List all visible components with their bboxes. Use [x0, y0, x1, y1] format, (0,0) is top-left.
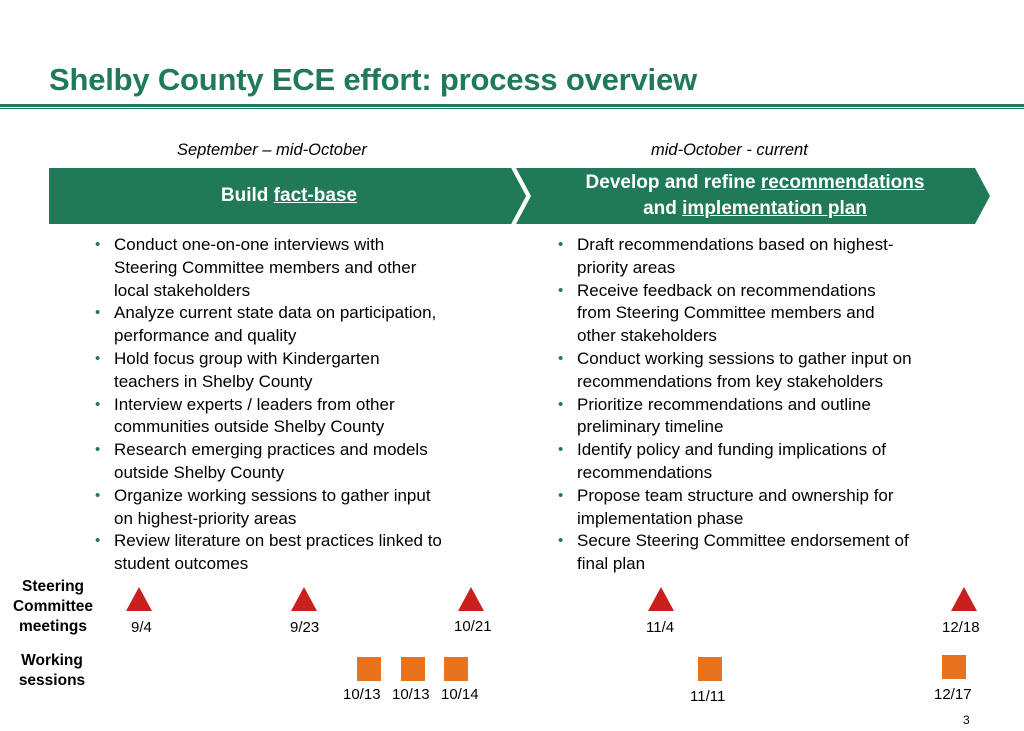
steering-date: 12/18 [942, 619, 980, 636]
phase-1-period: September – mid-October [177, 141, 367, 159]
bullet-line: teachers in Shelby County [114, 371, 313, 391]
phase-2-header-prefix-2: and [643, 198, 683, 219]
phase-2-header-link-2: implementation plan [682, 198, 867, 219]
steering-date: 9/23 [290, 619, 320, 636]
page-number: 3 [963, 713, 970, 727]
working-session-marker-icon [357, 657, 381, 681]
bullet-line: from Steering Committee members and [577, 303, 875, 323]
bullet-line: implementation phase [577, 508, 744, 528]
bullet-line: student outcomes [114, 554, 249, 574]
bullet-line: • Identify policy and funding implications of [577, 440, 887, 460]
phase-2-header [530, 170, 980, 222]
bullet-line: • Prioritize recommendations and outline [577, 394, 871, 414]
phase-1-header-link: fact-base [273, 185, 358, 206]
bullet-item [555, 394, 995, 440]
steering-marker-icon [648, 587, 674, 611]
working-session-marker-icon [942, 655, 966, 679]
bullet-item [555, 280, 995, 348]
bullet-item [92, 485, 512, 531]
working-label-line: Working [21, 652, 83, 669]
bullet-item [92, 394, 512, 440]
bullet-line: • Analyze current state data on participation, [114, 303, 437, 323]
phase-1-bullets [92, 234, 512, 576]
working-date: 12/17 [934, 686, 972, 703]
bullet-line: final plan [577, 554, 646, 574]
working-date: 11/11 [690, 688, 726, 705]
bullet-line: recommendations from key stakeholders [577, 371, 884, 391]
steering-date: 10/21 [454, 618, 492, 635]
bullet-line: • Interview experts / leaders from other [114, 394, 395, 414]
bullet-line: Steering Committee members and other [114, 257, 417, 277]
phase-1-header-prefix: Build [220, 185, 274, 206]
phase-2-header-link-1: recommendations [760, 172, 925, 193]
bullet-line: recommendations [577, 462, 713, 482]
working-date: 10/13 [343, 686, 381, 703]
steering-marker-icon [291, 587, 317, 611]
steering-committee-label [4, 577, 102, 637]
phase-2-period: mid-October - current [651, 141, 808, 159]
bullet-line: preliminary timeline [577, 417, 724, 437]
phase-2-header-prefix-1: Develop and refine [585, 172, 761, 193]
bullet-line: • Conduct working sessions to gather input on [577, 348, 912, 368]
bullet-item [92, 302, 512, 348]
bullet-line: • Organize working sessions to gather input [114, 485, 431, 505]
bullet-line: priority areas [577, 257, 676, 277]
bullet-item [555, 485, 995, 531]
working-session-marker-icon [698, 657, 722, 681]
steering-label-line: Committee [12, 598, 94, 615]
bullet-item [92, 530, 512, 576]
working-date: 10/14 [441, 686, 479, 703]
working-label-line: sessions [18, 672, 86, 689]
bullet-line: on highest-priority areas [114, 508, 297, 528]
bullet-line: • Review literature on best practices linked to [114, 531, 442, 551]
bullet-item [555, 530, 995, 576]
phase-2-bullets [555, 234, 995, 576]
bullet-line: • Propose team structure and ownership for [577, 485, 894, 505]
bullet-item [555, 234, 995, 280]
bullet-item [555, 439, 995, 485]
working-sessions-label [4, 651, 100, 691]
steering-marker-icon [951, 587, 977, 611]
bullet-line: • Draft recommendations based on highest- [577, 235, 894, 254]
steering-label-line: Steering [21, 578, 84, 595]
page-title: Shelby County ECE effort: process overview [49, 62, 697, 97]
working-session-marker-icon [444, 657, 468, 681]
bullet-line: performance and quality [114, 326, 297, 346]
working-session-marker-icon [401, 657, 425, 681]
bullet-line: • Research emerging practices and models [114, 440, 428, 460]
steering-marker-icon [458, 587, 484, 611]
working-date: 10/13 [392, 686, 430, 703]
bullet-line: outside Shelby County [114, 462, 285, 482]
bullet-item [92, 439, 512, 485]
bullet-line: local stakeholders [114, 280, 251, 300]
steering-marker-icon [126, 587, 152, 611]
bullet-item [92, 348, 512, 394]
bullet-line: • Secure Steering Committee endorsement of [577, 531, 909, 551]
bullet-line: • Hold focus group with Kindergarten [114, 348, 380, 368]
steering-label-line: meetings [18, 618, 88, 635]
bullet-line: • Receive feedback on recommendations [577, 280, 876, 300]
bullet-item [555, 348, 995, 394]
bullet-line: • Conduct one-on-one interviews with [114, 235, 385, 254]
steering-date: 9/4 [131, 619, 152, 636]
bullet-line: other stakeholders [577, 326, 717, 346]
steering-date: 11/4 [646, 619, 675, 636]
bullet-item [92, 234, 512, 302]
bullet-line: communities outside Shelby County [114, 417, 385, 437]
phase-1-header [150, 183, 428, 209]
